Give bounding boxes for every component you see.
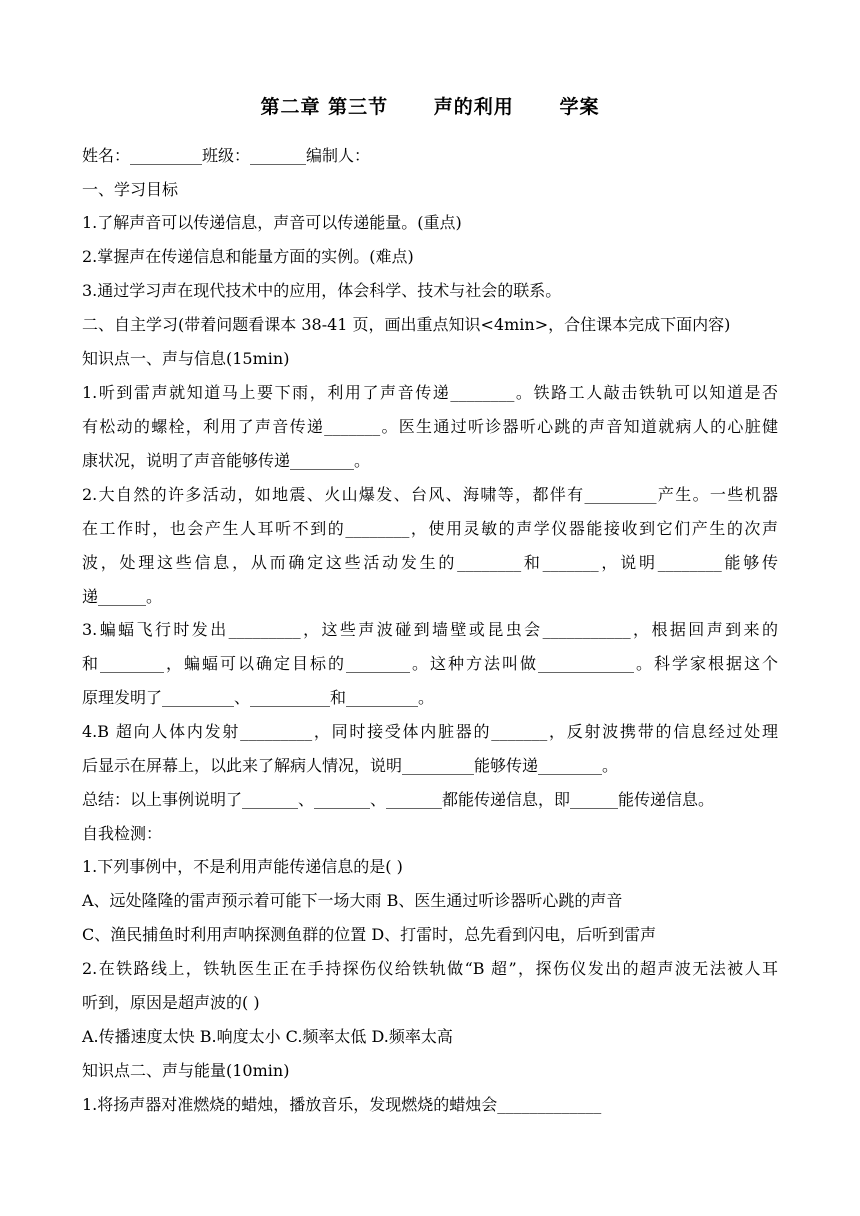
objective-1: 1.了解声音可以传递信息，声音可以传递能量。(重点) — [82, 213, 462, 232]
objective-3: 3.通过学习声在现代技术中的应用，体会科学、技术与社会的联系。 — [82, 281, 562, 300]
question-text-line: 1.将扬声器对准燃烧的蜡烛，播放音乐，发现燃烧的蜡烛会_____________ — [82, 1095, 602, 1114]
knowledge-point-1-heading: 知识点一、声与信息(15min) — [82, 349, 290, 368]
question-text-line: 后显示在屏幕上，以此来了解病人情况，说明_________能够传递________。 — [82, 756, 619, 775]
answer-options-row: A、远处隆隆的雷声预示着可能下一场大雨 B、医生通过听诊器听心跳的声音 — [82, 891, 623, 910]
question-text-line: 递______。 — [82, 587, 163, 606]
self-check-heading: 自我检测： — [82, 824, 163, 843]
answer-options-row: C、渔民捕鱼时利用声呐探测鱼群的位置 D、打雷时，总先看到闪电，后听到雷声 — [82, 925, 657, 944]
question-text-line: 2.大自然的许多活动，如地震、火山爆发、台风、海啸等，都伴有_________产生。一些机器 — [82, 485, 778, 504]
question-text-line: 原理发明了_________、__________和_________。 — [82, 688, 435, 707]
page-title: 第二章 第三节 声的利用 学案 — [260, 96, 600, 118]
question-text-line: 和________，蝙蝠可以确定目标的________。这种方法叫做____________。科学家根据这个 — [82, 654, 778, 673]
self-check-question-2: 2.在铁路线上，铁轨医生正在手持探伤仪给铁轨做“B 超”，探伤仪发出的超声波无法被人耳 — [82, 959, 778, 978]
question-text-line: 4.B 超向人体内发射_________，同时接受体内脏器的_______，反射波携带的信息经过处理 — [82, 722, 778, 741]
objective-2: 2.掌握声在传递信息和能量方面的实例。(难点) — [82, 247, 414, 266]
student-info-line: 姓名：_________班级：_______编制人： — [82, 146, 371, 165]
answer-options-row: A.传播速度太快 B.响度太小 C.频率太低 D.频率太高 — [82, 1027, 453, 1046]
question-text-line: 3.蝙蝠飞行时发出_________，这些声波碰到墙壁或昆虫会___________，根据回声到来的 — [82, 620, 778, 639]
summary-line: 总结：以上事例说明了_______、_______、_______都能传递信息，即______能传递信息。 — [82, 790, 715, 809]
question-text-line: 康状况，说明了声音能够传递________。 — [82, 451, 371, 470]
question-text-line: 在工作时，也会产生人耳听不到的________，使用灵敏的声学仪器能接收到它们产生的次声 — [82, 519, 778, 538]
section-heading-self-study: 二、自主学习(带着问题看课本 38-41 页，画出重点知识<4min>，合住课本完成下面内容) — [82, 315, 731, 334]
self-check-question-1: 1.下列事例中，不是利用声能传递信息的是( ) — [82, 857, 403, 876]
section-heading-objectives: 一、学习目标 — [82, 180, 179, 199]
question-text-line: 1.听到雷声就知道马上要下雨，利用了声音传递________。铁路工人敲击铁轨可以知道是否 — [82, 383, 778, 402]
knowledge-point-2-heading: 知识点二、声与能量(10min) — [82, 1061, 290, 1080]
question-text-line: 有松动的螺栓，利用了声音传递_______。医生通过听诊器听心跳的声音知道就病人的心脏健 — [82, 417, 778, 436]
self-check-question-2-cont: 听到，原因是超声波的( ) — [82, 993, 260, 1012]
question-text-line: 波，处理这些信息，从而确定这些活动发生的________和_______，说明________能够传 — [82, 553, 778, 572]
